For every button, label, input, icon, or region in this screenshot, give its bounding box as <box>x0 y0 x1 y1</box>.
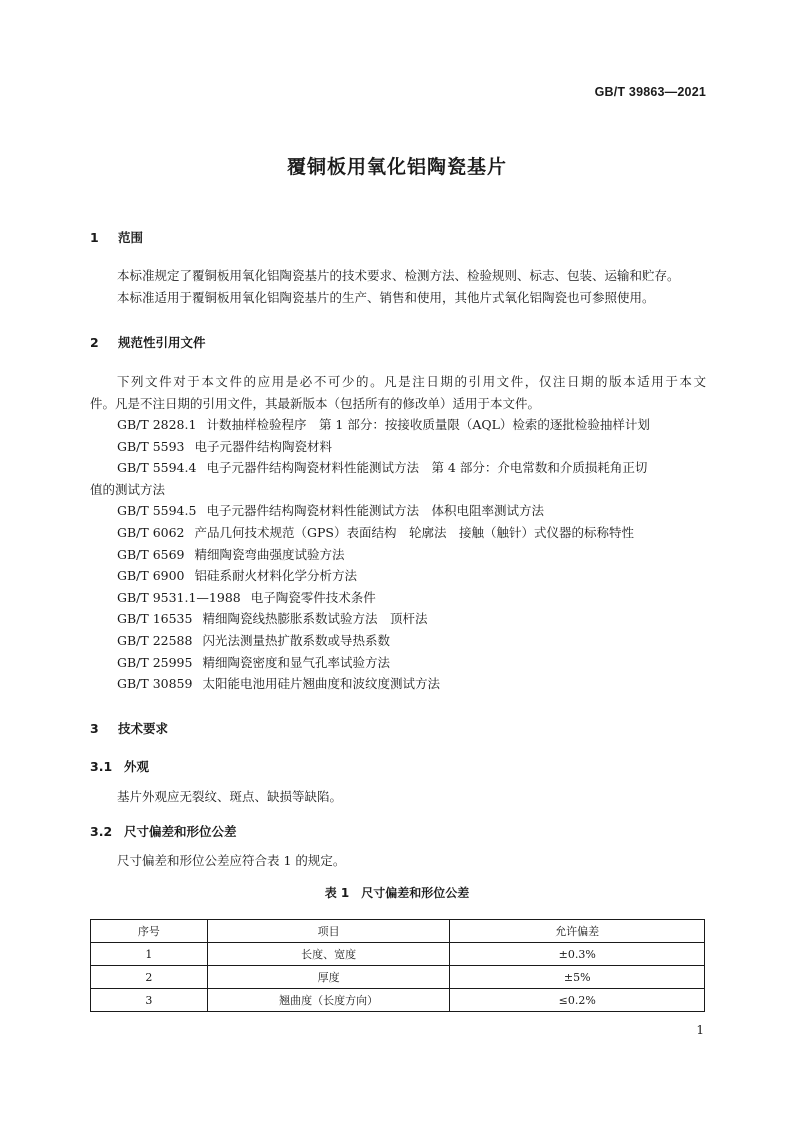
reference-name: 精细陶瓷弯曲强度试验方法 <box>194 546 345 562</box>
section-3-2-body <box>90 850 706 872</box>
reference-code: GB/T 16535 <box>117 611 193 627</box>
section-title: 范围 <box>118 230 144 245</box>
table-caption: 表 1 尺寸偏差和形位公差 <box>324 886 470 900</box>
reference-item <box>90 608 706 630</box>
reference-name: 电子元器件结构陶瓷材料性能测试方法 体积电阻率测试方法 <box>206 503 544 519</box>
section-2-heading <box>90 333 206 351</box>
intro-line-2: 件。凡是不注日期的引用文件，其最新版本（包括所有的修改单）适用于本文件。 <box>90 395 541 411</box>
reference-code: GB/T 9531.1—1988 <box>117 589 241 605</box>
table-header-cell: 项目 <box>207 920 450 943</box>
reference-name: 精细陶瓷线热膨胀系数试验方法 顶杆法 <box>202 611 428 627</box>
reference-name: 产品几何技术规范（GPS）表面结构 轮廓法 接触（触针）式仪器的标称特性 <box>194 524 634 540</box>
section-title: 尺寸偏差和形位公差 <box>124 824 237 839</box>
section-3-heading <box>90 719 168 737</box>
scope-paragraph-2: 本标准适用于覆铜板用氧化铝陶瓷基片的生产、销售和使用，其他片式氧化铝陶瓷也可参照使用。 <box>117 289 655 305</box>
reference-code: GB/T 25995 <box>117 654 193 670</box>
reference-code: GB/T 6062 <box>117 524 185 540</box>
table-cell: ≤0.2% <box>450 989 705 1012</box>
section-1-heading <box>90 228 143 246</box>
table-row <box>91 989 705 1012</box>
table-row <box>91 943 705 966</box>
section-number: 3 <box>90 721 99 736</box>
scope-paragraph-1: 本标准规定了覆铜板用氧化铝陶瓷基片的技术要求、检测方法、检验规则、标志、包装、运输和贮存。 <box>117 268 680 283</box>
section-number: 1 <box>90 230 99 245</box>
section-title: 规范性引用文件 <box>118 335 206 350</box>
reference-code: GB/T 5593 <box>117 438 185 454</box>
reference-name: 电子元器件结构陶瓷材料 <box>194 438 333 454</box>
table-cell: 3 <box>91 989 208 1012</box>
section-3-2-heading <box>90 822 237 840</box>
reference-item <box>90 587 706 609</box>
normative-reference-list <box>90 414 706 695</box>
reference-item <box>90 436 706 458</box>
document-title: 覆铜板用氧化铝陶瓷基片 <box>286 156 507 178</box>
reference-name: 铝硅系耐火材料化学分析方法 <box>194 568 358 584</box>
section-title: 技术要求 <box>118 721 169 736</box>
reference-code: GB/T 22588 <box>117 632 193 648</box>
tolerance-text: 尺寸偏差和形位公差应符合表 1 的规定。 <box>117 853 346 868</box>
reference-name: 闪光法测量热扩散系数或导热系数 <box>202 632 390 648</box>
section-3-1-body <box>90 786 706 808</box>
section-number: 3.1 <box>90 759 113 774</box>
table-cell: ±0.3% <box>450 943 705 966</box>
reference-item <box>90 457 706 479</box>
table-cell: ±5% <box>450 966 705 989</box>
reference-name-continuation: 值的测试方法 <box>90 481 166 497</box>
reference-code: GB/T 5594.5 <box>117 503 197 519</box>
reference-name: 计数抽样检验程序 第 1 部分：按接收质量限（AQL）检索的逐批检验抽样计划 <box>206 417 650 432</box>
table-cell: 1 <box>91 943 208 966</box>
table-cell: 厚度 <box>207 966 450 989</box>
reference-code: GB/T 6900 <box>117 568 185 584</box>
table-header-cell: 序号 <box>91 920 208 943</box>
reference-item <box>90 565 706 587</box>
tolerance-table <box>90 919 705 1012</box>
appearance-text: 基片外观应无裂纹、斑点、缺损等缺陷。 <box>117 789 343 804</box>
table-header-row <box>91 920 705 943</box>
reference-code: GB/T 6569 <box>117 546 185 562</box>
reference-item <box>90 652 706 674</box>
table-row <box>91 966 705 989</box>
table-cell: 长度、宽度 <box>207 943 450 966</box>
reference-code: GB/T 5594.4 <box>117 460 197 476</box>
reference-item <box>90 414 706 436</box>
reference-name: 精细陶瓷密度和显气孔率试验方法 <box>202 654 390 670</box>
table-cell: 2 <box>91 966 208 989</box>
reference-name: 太阳能电池用硅片翘曲度和波纹度测试方法 <box>202 676 440 692</box>
section-number: 3.2 <box>90 824 113 839</box>
reference-code: GB/T 2828.1 <box>117 417 197 432</box>
section-title: 外观 <box>124 759 150 774</box>
reference-item <box>90 630 706 652</box>
reference-item <box>90 500 706 522</box>
reference-name: 电子陶瓷零件技术条件 <box>250 589 376 605</box>
reference-name: 电子元器件结构陶瓷材料性能测试方法 第 4 部分：介电常数和介质损耗角正切 <box>206 460 648 476</box>
reference-item <box>90 673 706 695</box>
page-number: 1 <box>696 1023 704 1037</box>
section-1-body <box>90 265 706 308</box>
reference-item <box>90 522 706 544</box>
table-cell: 翘曲度（长度方向） <box>207 989 450 1012</box>
reference-code: GB/T 30859 <box>117 676 193 692</box>
section-number: 2 <box>90 335 99 350</box>
section-3-1-heading <box>90 757 149 775</box>
table-header-cell: 允许偏差 <box>450 920 705 943</box>
intro-line-1: 下列文件对于本文件的应用是必不可少的。凡是注日期的引用文件，仅注日期的版本适用于本文 <box>117 374 706 389</box>
section-2-intro <box>90 371 706 414</box>
standard-code: GB/T 39863—2021 <box>594 85 706 99</box>
reference-item <box>90 544 706 566</box>
